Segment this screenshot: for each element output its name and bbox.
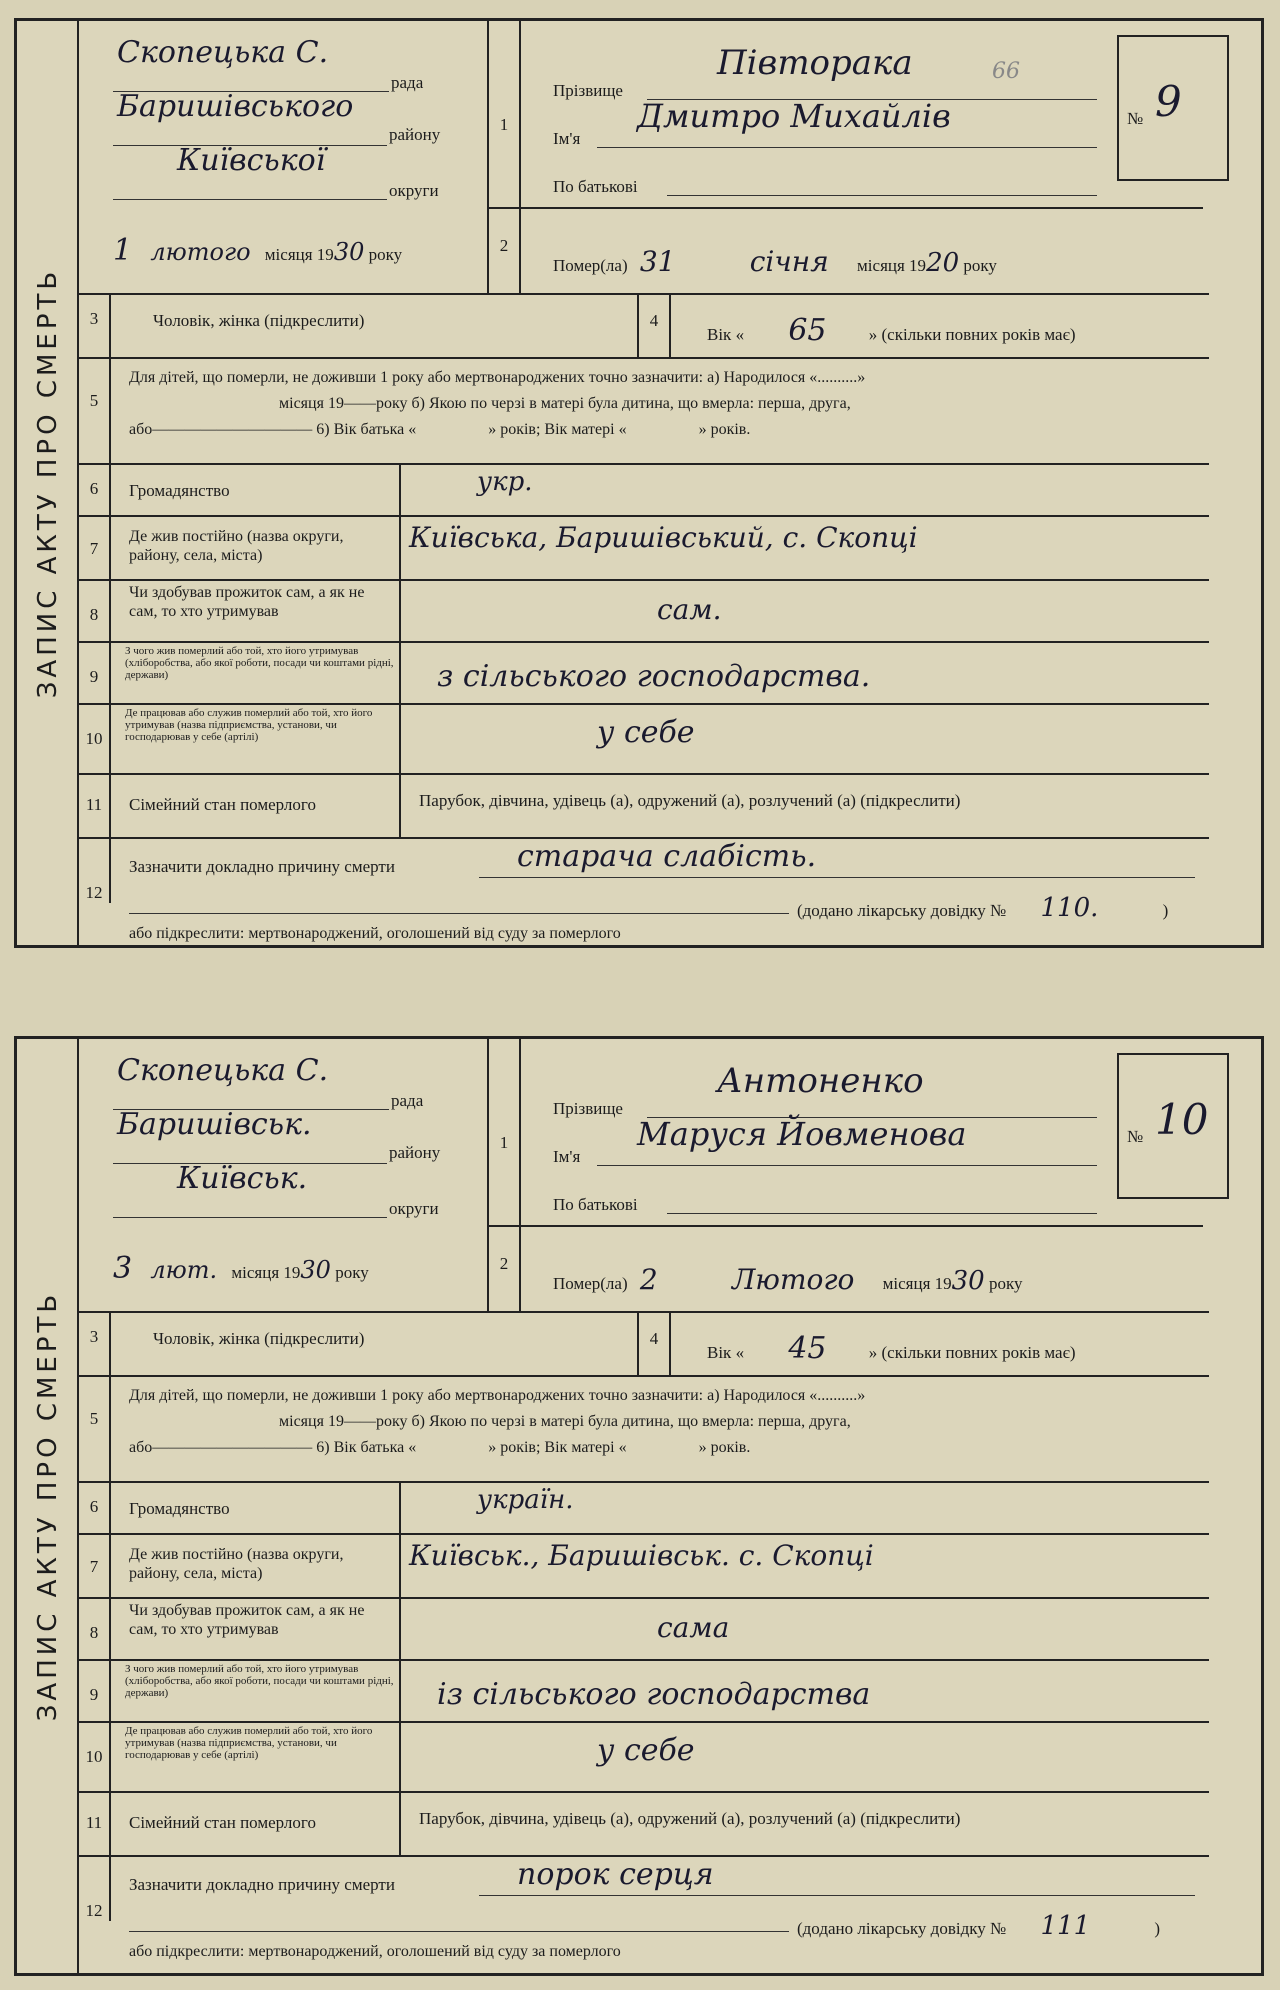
death-label: Помер(ла)	[553, 256, 628, 275]
row-number-7: 7	[89, 1557, 99, 1576]
death-day: 31	[639, 245, 676, 278]
marital-options: Парубок, дівчина, удівець (а), одружений (а), розлучений (а) (підкреслити)	[419, 791, 961, 810]
livelihood-label: Чи здобував прожиток сам, а як не сам, то хто утримував	[129, 1602, 365, 1638]
record-number: 9	[1155, 77, 1182, 126]
name-handwritten: Дмитро Михайлів	[637, 97, 951, 135]
row-number-4: 4	[649, 1329, 659, 1348]
source-handwritten: із сільського господарства	[437, 1677, 871, 1712]
raion-label: району	[389, 1143, 441, 1162]
side-title-band	[17, 21, 79, 945]
registration-month: лютого	[150, 238, 251, 266]
death-year: 30	[951, 1266, 985, 1296]
residence-label: Де жив постійно (назва округи, району, села, міста)	[129, 1546, 344, 1582]
row5-line3: або—————————— 6) Вік батька « » років; Вік матері « » років.	[129, 421, 751, 438]
work-label: Де працював або служив померлий або той, хто його утримував (назва підприємства, установи, чи господарював у себе (артілі)	[125, 1725, 373, 1761]
marital-label: Сімейний стан померлого	[129, 795, 316, 814]
age-value: 45	[788, 1331, 827, 1366]
cause-handwritten: старача слабість.	[517, 839, 817, 874]
certificate-close: )	[1162, 901, 1169, 920]
record-number-box	[1117, 1053, 1229, 1199]
okruha-handwritten: Київської	[177, 143, 326, 178]
registration-month: лют.	[150, 1256, 218, 1284]
residence-handwritten: Київська, Баришівський, с. Скопці	[409, 521, 918, 554]
side-title: ЗАПИС АКТУ ПРО СМЕРТЬ	[33, 267, 63, 699]
record-number-label: №	[1127, 109, 1144, 128]
registration-day: 1	[113, 233, 133, 268]
record-number-box	[1117, 35, 1229, 181]
row-number-10: 10	[85, 729, 103, 748]
death-year-label: року	[988, 1274, 1023, 1293]
age-suffix: » (скільки повних років має)	[868, 325, 1076, 344]
death-month-label: місяця 19	[882, 1274, 952, 1293]
citizenship-label: Громадянство	[129, 481, 230, 500]
row-number-8: 8	[89, 605, 99, 624]
registration-year-label: року	[368, 245, 403, 264]
marital-label: Сімейний стан померлого	[129, 1813, 316, 1832]
work-handwritten: у себе	[597, 1733, 695, 1768]
livelihood-handwritten: сам.	[657, 593, 722, 626]
source-label: З чого жив померлий або той, хто його утримував (хліборобства, або якої роботи, посади чи коштами рідні, держави)	[125, 645, 394, 681]
death-month: січня	[749, 245, 829, 278]
marital-options: Парубок, дівчина, удівець (а), одружений (а), розлучений (а) (підкреслити)	[419, 1809, 961, 1828]
sex-field: Чоловік, жінка (підкреслити)	[153, 311, 365, 330]
record-number: 10	[1155, 1095, 1209, 1144]
rada-handwritten: Скопецька С.	[117, 1053, 329, 1088]
death-record-form-1	[14, 18, 1264, 948]
death-day: 2	[639, 1263, 658, 1296]
certificate-number: 111	[1040, 1911, 1091, 1941]
surname-label: Прізвище	[553, 1099, 623, 1118]
death-label: Помер(ла)	[553, 1274, 628, 1293]
row-number-5: 5	[89, 391, 99, 410]
surname-label: Прізвище	[553, 81, 623, 100]
certificate-label: (додано лікарську довідку №	[797, 901, 1007, 920]
registration-month-label: місяця 19	[264, 245, 334, 264]
certificate-close: )	[1154, 1919, 1161, 1938]
row-number-1: 1	[499, 1133, 509, 1152]
row-number-5: 5	[89, 1409, 99, 1428]
row-number-12: 12	[85, 1901, 103, 1920]
row-number-8: 8	[89, 1623, 99, 1642]
cause-label: Зазначити докладно причину смерти	[129, 857, 395, 876]
row-number-3: 3	[89, 309, 99, 328]
death-record-form-2	[14, 1036, 1264, 1976]
or-underline-text: або підкреслити: мертвонароджений, оголошений від суду за померлого	[129, 925, 621, 942]
or-underline-text: або підкреслити: мертвонароджений, оголошений від суду за померлого	[129, 1943, 621, 1960]
surname-handwritten: Антоненко	[717, 1061, 924, 1101]
raion-handwritten: Баришівського	[117, 89, 354, 124]
row-number-10: 10	[85, 1747, 103, 1766]
raion-handwritten: Баришівськ.	[117, 1107, 312, 1142]
cause-label: Зазначити докладно причину смерти	[129, 1875, 395, 1894]
row-number-4: 4	[649, 311, 659, 330]
registration-month-label: місяця 19	[231, 1263, 301, 1282]
age-label: Вік «	[707, 325, 745, 344]
citizenship-handwritten: укр.	[477, 467, 533, 497]
row-number-6: 6	[89, 1497, 99, 1516]
death-year-label: року	[963, 256, 997, 275]
okruha-handwritten: Київськ.	[177, 1161, 308, 1196]
record-number-label: №	[1127, 1127, 1144, 1146]
registration-year: 30	[333, 238, 365, 266]
row-number-7: 7	[89, 539, 99, 558]
row-number-2: 2	[499, 1254, 509, 1273]
name-label: Ім'я	[553, 129, 581, 148]
citizenship-label: Громадянство	[129, 1499, 230, 1518]
work-label: Де працював або служив померлий або той, хто його утримував (назва підприємства, установи, чи господарював у себе (артілі)	[125, 707, 373, 743]
row5-line1: Для дітей, що померли, не доживши 1 року або мертвонароджених точно зазначити: а) Народилося «..........»	[129, 369, 866, 386]
registration-day: 3	[113, 1251, 133, 1286]
registration-year-label: року	[335, 1263, 369, 1282]
patronymic-label: По батькові	[553, 177, 638, 196]
side-title: ЗАПИС АКТУ ПРО СМЕРТЬ	[33, 1290, 63, 1722]
row-number-3: 3	[89, 1327, 99, 1346]
death-year: 20	[926, 248, 960, 278]
death-month-label: місяця 19	[857, 256, 927, 275]
livelihood-handwritten: сама	[657, 1611, 730, 1644]
okruha-label: округи	[389, 181, 439, 200]
side-title-band	[17, 1039, 79, 1973]
okruha-label: округи	[389, 1199, 439, 1218]
rada-label: рада	[391, 73, 424, 92]
row5-line1: Для дітей, що померли, не доживши 1 року або мертвонароджених точно зазначити: а) Народилося «..........»	[129, 1387, 866, 1404]
row-number-12: 12	[85, 883, 103, 902]
work-handwritten: у себе	[597, 715, 695, 750]
age-value: 65	[788, 313, 827, 348]
livelihood-label: Чи здобував прожиток сам, а як не сам, то хто утримував	[129, 584, 365, 620]
row-number-11: 11	[85, 795, 103, 814]
source-label: З чого жив померлий або той, хто його утримував (хліборобства, або якої роботи, посади чи коштами рідні, держави)	[125, 1663, 394, 1699]
residence-label: Де жив постійно (назва округи, району, села, міста)	[129, 528, 344, 564]
cause-handwritten: порок серця	[517, 1857, 714, 1892]
certificate-label: (додано лікарську довідку №	[797, 1919, 1007, 1938]
row5-line3: або—————————— 6) Вік батька « » років; Вік матері « » років.	[129, 1439, 751, 1456]
death-month: Лютого	[731, 1263, 855, 1296]
age-suffix: » (скільки повних років має)	[868, 1343, 1076, 1362]
rada-label: рада	[391, 1091, 424, 1110]
source-handwritten: з сільського господарства.	[437, 659, 871, 694]
name-handwritten: Маруся Йовменова	[637, 1115, 967, 1153]
rada-handwritten: Скопецька С.	[117, 35, 329, 70]
certificate-number: 110.	[1040, 893, 1099, 923]
patronymic-label: По батькові	[553, 1195, 638, 1214]
row5-line2: місяця 19——року б) Якою по черзі в матері була дитина, що вмерла: перша, друга,	[279, 395, 851, 412]
row5-line2: місяця 19——року б) Якою по черзі в матері була дитина, що вмерла: перша, друга,	[279, 1413, 851, 1430]
registration-year: 30	[300, 1256, 331, 1284]
citizenship-handwritten: україн.	[477, 1485, 574, 1515]
name-label: Ім'я	[553, 1147, 581, 1166]
residence-handwritten: Київськ., Баришівськ. с. Скопці	[409, 1539, 874, 1572]
row-number-11: 11	[85, 1813, 103, 1832]
row-number-9: 9	[89, 1685, 99, 1704]
sex-field: Чоловік, жінка (підкреслити)	[153, 1329, 365, 1348]
row-number-6: 6	[89, 479, 99, 498]
surname-margin-mark: 66	[992, 59, 1020, 84]
raion-label: району	[389, 125, 441, 144]
row-number-2: 2	[499, 236, 509, 255]
surname-handwritten: Півторака	[717, 43, 913, 83]
row-number-1: 1	[499, 115, 509, 134]
age-label: Вік «	[707, 1343, 745, 1362]
row-number-9: 9	[89, 667, 99, 686]
